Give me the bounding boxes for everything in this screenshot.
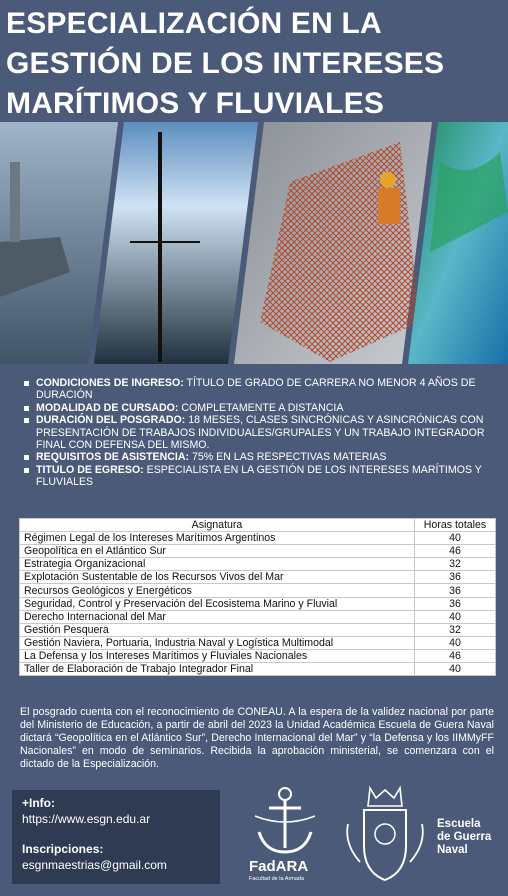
escuela-line-1: Escuela <box>437 818 481 830</box>
bullet-text: 18 MESES, CLASES SINCRÓNICAS Y ASINCRÓNICAS CON PRESENTACIÓN DE TRABAJOS INDIVIDUALES/GRUPALES Y UN TRABAJO INTEGRADOR FINAL CON DEFENSA DEL MISMO. <box>36 414 485 452</box>
anchor-icon <box>245 782 325 862</box>
bullet-item <box>22 414 496 451</box>
table-row <box>20 649 496 662</box>
subjects-table <box>19 518 496 676</box>
title-line-1: ESPECIALIZACIÓN EN LA <box>6 7 382 40</box>
photo-strip <box>0 122 508 364</box>
subject-cell: Gestión Pesquera <box>20 623 415 636</box>
contact-box <box>12 790 220 884</box>
table-row <box>20 636 496 649</box>
bullet-text: 75% EN LAS RESPECTIVAS MATERIAS <box>189 451 387 464</box>
subject-cell: Recursos Geológicos y Energéticos <box>20 584 415 597</box>
bullet-key: REQUISITOS DE ASISTENCIA: <box>36 451 190 464</box>
table-header-row <box>20 519 496 532</box>
table-row <box>20 545 496 558</box>
info-paragraph: El posgrado cuenta con el reconocimiento de CONEAU. A la espera de la validez nacional por parte del Ministerio de Educación, a partir de abril del 2023 la Unidad Académica Escuela de Guera Naval dictará “Geopolítica en el Atlántico Sur”, Derecho Internacional del Mar” y “la Defensa y los IIMMyFF Nacionales” en modo de seminarios. Recibida la aprobación ministerial, se comenzara con el dictado de la Especialización. <box>20 706 494 770</box>
hours-cell: 40 <box>415 532 496 545</box>
escuela-name <box>437 818 491 857</box>
header-asignatura: Asignatura <box>20 519 415 532</box>
title-line-3: MARÍTIMOS Y FLUVIALES <box>6 87 385 120</box>
table-row <box>20 584 496 597</box>
subject-cell: La Defensa y los Intereses Marítimos y Fluviales Nacionales <box>20 649 415 662</box>
fadara-name: FadARA <box>249 858 309 875</box>
subject-cell: Estrategia Organizacional <box>20 558 415 571</box>
info-label: +Info: <box>22 796 55 810</box>
subject-cell: Geopolítica en el Atlántico Sur <box>20 545 415 558</box>
table-row <box>20 663 496 676</box>
hours-cell: 36 <box>415 584 496 597</box>
subject-cell: Gestión Naviera, Portuaria, Industria Naval y Logística Multimodal <box>20 636 415 649</box>
hours-cell: 46 <box>415 649 496 662</box>
email-link[interactable]: esgnmaestrias@gmail.com <box>22 858 167 872</box>
inscripciones-label: Inscripciones: <box>22 842 104 856</box>
bullet-item <box>22 402 496 414</box>
bullet-key: TITULO DE EGRESO: <box>36 463 144 476</box>
bullet-item <box>22 451 496 463</box>
table-row <box>20 571 496 584</box>
table-row <box>20 610 496 623</box>
bullet-text: TÍTULO DE GRADO DE CARRERA NO MENOR 4 AÑOS DE DURACIÓN <box>36 377 476 402</box>
escuela-crest <box>340 784 430 884</box>
bullet-text: COMPLETAMENTE A DISTANCIA <box>178 401 344 414</box>
bullet-item <box>22 464 496 489</box>
crest-icon <box>340 784 430 884</box>
icebreaker-photo <box>94 122 258 364</box>
requirements-list <box>22 377 496 489</box>
table-row <box>20 532 496 545</box>
title-line-2: GESTIÓN DE LOS INTERESES <box>6 47 445 80</box>
hours-cell: 40 <box>415 636 496 649</box>
escuela-line-2: de Guerra <box>437 831 492 843</box>
bullet-text: ESPECIALISTA EN LA GESTIÓN DE LOS INTERESES MARÍTIMOS Y FLUVIALES <box>36 463 482 489</box>
table-row <box>20 623 496 636</box>
subject-cell: Seguridad, Control y Preservación del Ecosistema Marino y Fluvial <box>20 597 415 610</box>
hours-cell: 36 <box>415 597 496 610</box>
hours-cell: 36 <box>415 571 496 584</box>
bullet-key: MODALIDAD DE CURSADO: <box>36 401 179 414</box>
table-row <box>20 597 496 610</box>
fadara-subtitle: Facultad de la Armada <box>249 876 305 882</box>
hours-cell: 40 <box>415 663 496 676</box>
subject-cell: Régimen Legal de los Intereses Marítimos Argentinos <box>20 532 415 545</box>
subject-cell: Derecho Internacional del Mar <box>20 610 415 623</box>
bullet-item <box>22 377 496 402</box>
fishing-net-photo <box>234 122 432 364</box>
hours-cell: 46 <box>415 545 496 558</box>
table-row <box>20 558 496 571</box>
fadara-logo <box>245 782 325 892</box>
hours-cell: 32 <box>415 558 496 571</box>
bullet-key: CONDICIONES DE INGRESO: <box>36 377 184 389</box>
header-horas: Horas totales <box>415 519 496 532</box>
escuela-line-3: Naval <box>437 844 468 856</box>
bullet-key: DURACIÓN DEL POSGRADO: <box>36 414 186 427</box>
website-link[interactable]: https://www.esgn.edu.ar <box>22 812 151 826</box>
hours-cell: 32 <box>415 623 496 636</box>
poster-title <box>6 4 502 124</box>
subject-cell: Explotación Sustentable de los Recursos Vivos del Mar <box>20 571 415 584</box>
hours-cell: 40 <box>415 610 496 623</box>
subject-cell: Taller de Elaboración de Trabajo Integrador Final <box>20 663 415 676</box>
